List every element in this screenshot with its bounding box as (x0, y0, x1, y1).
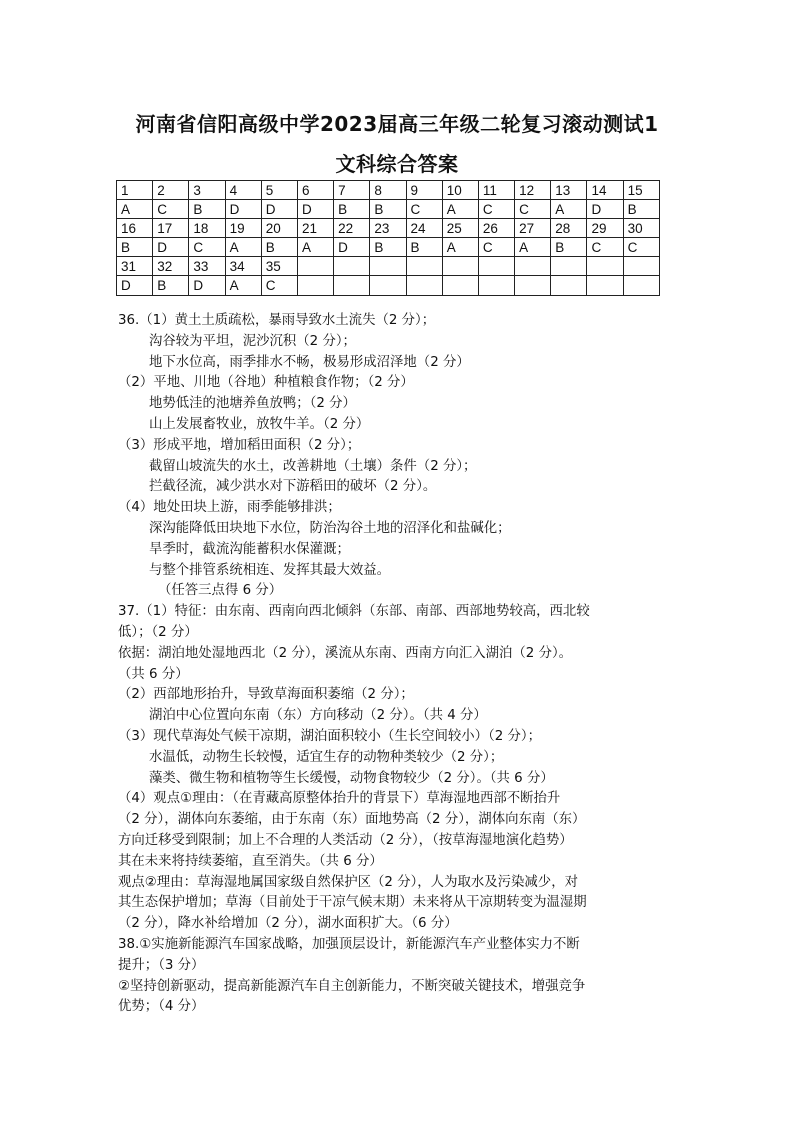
table-row (117, 257, 660, 276)
table-cell: C (478, 200, 514, 219)
answer-line: 方向迁移受到限制；加上不合理的人类活动（2 分），（按草海湿地演化趋势） (118, 832, 573, 848)
table-cell: D (297, 200, 333, 219)
answer-line: （共 6 分） (118, 666, 189, 682)
table-cell (623, 257, 659, 276)
table-cell: 4 (225, 181, 261, 200)
table-cell (442, 276, 478, 295)
table-cell: C (153, 200, 189, 219)
answer-line: （3）现代草海处气候干凉期，湖泊面积较小（生长空间较小）（2 分）； (118, 728, 542, 744)
table-cell (297, 276, 333, 295)
answer-body (118, 311, 690, 1018)
table-cell (551, 257, 587, 276)
table-cell: 31 (117, 257, 153, 276)
answer-line: 深沟能降低田块地下水位，防治沟谷土地的沼泽化和盐碱化； (149, 520, 511, 536)
table-cell: 26 (478, 219, 514, 238)
table-cell (334, 257, 370, 276)
table-cell: 3 (189, 181, 225, 200)
table-row (117, 200, 660, 219)
table-cell (442, 257, 478, 276)
table-cell: A (515, 238, 551, 257)
table-cell: 2 (153, 181, 189, 200)
table-cell: B (334, 200, 370, 219)
table-cell: C (478, 238, 514, 257)
answer-line: 36.（1）黄土土质疏松，暴雨导致水土流失（2 分）； (118, 313, 436, 328)
answer-line: 沟谷较为平坦，泥沙沉积（2 分）； (149, 333, 356, 349)
table-cell: 6 (297, 181, 333, 200)
table-cell: C (261, 276, 297, 295)
answer-line: 低）；（2 分） (118, 624, 198, 640)
table-cell: A (551, 200, 587, 219)
answer-line: 依据：湖泊地处湿地西北（2 分），溪流从东南、西南方向汇入湖泊（2 分）。 (118, 645, 573, 661)
answer-line: （3）形成平地，增加稻田面积（2 分）； (118, 437, 361, 453)
table-cell: 18 (189, 219, 225, 238)
table-cell: C (515, 200, 551, 219)
answer-line: 与整个排管系统相连、发挥其最大效益。 (149, 562, 391, 578)
answer-line: 38.①实施新能源汽车国家战略，加强顶层设计，新能源汽车产业整体实力不断 (118, 936, 580, 952)
answer-line: 地下水位高，雨季排水不畅，极易形成沼泽地（2 分） (149, 354, 470, 370)
table-cell (334, 276, 370, 295)
table-cell: 17 (153, 219, 189, 238)
answer-line: 旱季时，截流沟能蓄积水保灌溉； (149, 541, 350, 557)
table-cell: 24 (406, 219, 442, 238)
answer-line: 拦截径流，减少洪水对下游稻田的破坏（2 分）。 (149, 479, 437, 495)
table-cell (515, 276, 551, 295)
table-cell: A (297, 238, 333, 257)
table-cell: 15 (623, 181, 659, 200)
table-cell (551, 276, 587, 295)
answer-line: （2）西部地形抬升，导致草海面积萎缩（2 分）； (118, 687, 414, 703)
table-cell: 19 (225, 219, 261, 238)
table-cell: 30 (623, 219, 659, 238)
table-cell (406, 276, 442, 295)
table-row (117, 181, 660, 200)
table-row (117, 276, 660, 295)
table-cell: 9 (406, 181, 442, 200)
table-cell: 21 (297, 219, 333, 238)
answer-line: 水温低，动物生长较慢，适宜生存的动物种类较少（2 分）； (149, 749, 504, 765)
table-cell: 25 (442, 219, 478, 238)
table-cell: 32 (153, 257, 189, 276)
table-cell: 20 (261, 219, 297, 238)
table-cell: D (334, 238, 370, 257)
table-cell: 7 (334, 181, 370, 200)
table-cell (515, 257, 551, 276)
table-cell: 22 (334, 219, 370, 238)
table-cell (478, 276, 514, 295)
table-cell: 5 (261, 181, 297, 200)
table-cell (587, 276, 623, 295)
answer-line: 优势；（4 分） (118, 999, 205, 1015)
table-cell: C (189, 238, 225, 257)
table-cell (297, 257, 333, 276)
table-cell: 11 (478, 181, 514, 200)
table-cell: C (587, 238, 623, 257)
table-cell: B (261, 238, 297, 257)
table-cell: B (551, 238, 587, 257)
answer-line: （4）地处田块上游，雨季能够排洪； (118, 500, 341, 516)
answer-line: 山上发展畜牧业，放牧牛羊。（2 分） (149, 416, 370, 432)
table-cell: A (442, 238, 478, 257)
table-cell: B (153, 276, 189, 295)
answer-line: （2 分），湖体向东萎缩，由于东南（东）面地势高（2 分），湖体向东南（东） (118, 812, 586, 828)
answer-line: （4）观点①理由：（在青藏高原整体抬升的背景下）草海湿地西部不断抬升 (118, 791, 561, 807)
table-cell: D (261, 200, 297, 219)
table-cell: 33 (189, 257, 225, 276)
table-cell (370, 276, 406, 295)
answer-line: 藻类、微生物和植物等生长缓慢，动物食物较少（2 分）。（共 6 分） (149, 770, 554, 786)
table-cell: 35 (261, 257, 297, 276)
answer-line: （任答三点得 6 分） (158, 583, 283, 599)
answer-line: （2）平地、川地（谷地）种植粮食作物；（2 分） (118, 375, 414, 391)
answer-line: 其在未来将持续萎缩，直至消失。（共 6 分） (118, 853, 383, 869)
table-cell: 12 (515, 181, 551, 200)
table-cell: A (117, 200, 153, 219)
answer-line: 其生态保护增加；草海（目前处于干凉气候末期）未来将从干凉期转变为温湿期 (118, 895, 587, 911)
answer-line: 地势低洼的池塘养鱼放鸭；（2 分） (149, 396, 356, 412)
table-cell: D (225, 200, 261, 219)
answer-line: 截留山坡流失的水土，改善耕地（土壤）条件（2 分）； (149, 458, 477, 474)
table-cell (370, 257, 406, 276)
table-cell (406, 257, 442, 276)
table-cell: 10 (442, 181, 478, 200)
answer-line: 37.（1）特征：由东南、西南向西北倾斜（东部、南部、西部地势较高，西北较 (118, 604, 590, 620)
page-subtitle: 文科综合答案 (335, 152, 459, 176)
table-cell: 1 (117, 181, 153, 200)
table-cell: 27 (515, 219, 551, 238)
answer-line: 观点②理由：草海湿地属国家级自然保护区（2 分），人为取水及污染减少，对 (118, 874, 578, 890)
table-cell: 29 (587, 219, 623, 238)
table-cell: A (225, 276, 261, 295)
table-row (117, 219, 660, 238)
table-cell: 23 (370, 219, 406, 238)
table-cell: 34 (225, 257, 261, 276)
table-cell: B (370, 238, 406, 257)
answer-line: （2 分），降水补给增加（2 分），湖水面积扩大。（6 分） (118, 916, 458, 932)
answer-line: 提升；（3 分） (118, 957, 205, 973)
table-cell (478, 257, 514, 276)
table-cell: 28 (551, 219, 587, 238)
table-cell (623, 276, 659, 295)
table-cell: B (117, 238, 153, 257)
table-cell: D (153, 238, 189, 257)
table-cell: C (406, 200, 442, 219)
answer-line: 湖泊中心位置向东南（东）方向移动（2 分）。（共 4 分） (149, 708, 487, 724)
page-title: 河南省信阳高级中学2023届高三年级二轮复习滚动测试1 (135, 112, 659, 136)
table-cell: B (370, 200, 406, 219)
table-row (117, 238, 660, 257)
table-cell: A (225, 238, 261, 257)
table-cell: A (442, 200, 478, 219)
table-cell: 13 (551, 181, 587, 200)
table-cell: D (189, 276, 225, 295)
table-cell: C (623, 238, 659, 257)
table-cell: B (189, 200, 225, 219)
table-cell: B (623, 200, 659, 219)
table-cell: 8 (370, 181, 406, 200)
table-cell: D (117, 276, 153, 295)
table-cell: B (406, 238, 442, 257)
answer-line: ②坚持创新驱动，提高新能源汽车自主创新能力，不断突破关键技术，增强竞争 (118, 978, 586, 994)
table-cell: 16 (117, 219, 153, 238)
table-cell: 14 (587, 181, 623, 200)
table-cell: D (587, 200, 623, 219)
answer-table (116, 180, 660, 296)
table-cell (587, 257, 623, 276)
